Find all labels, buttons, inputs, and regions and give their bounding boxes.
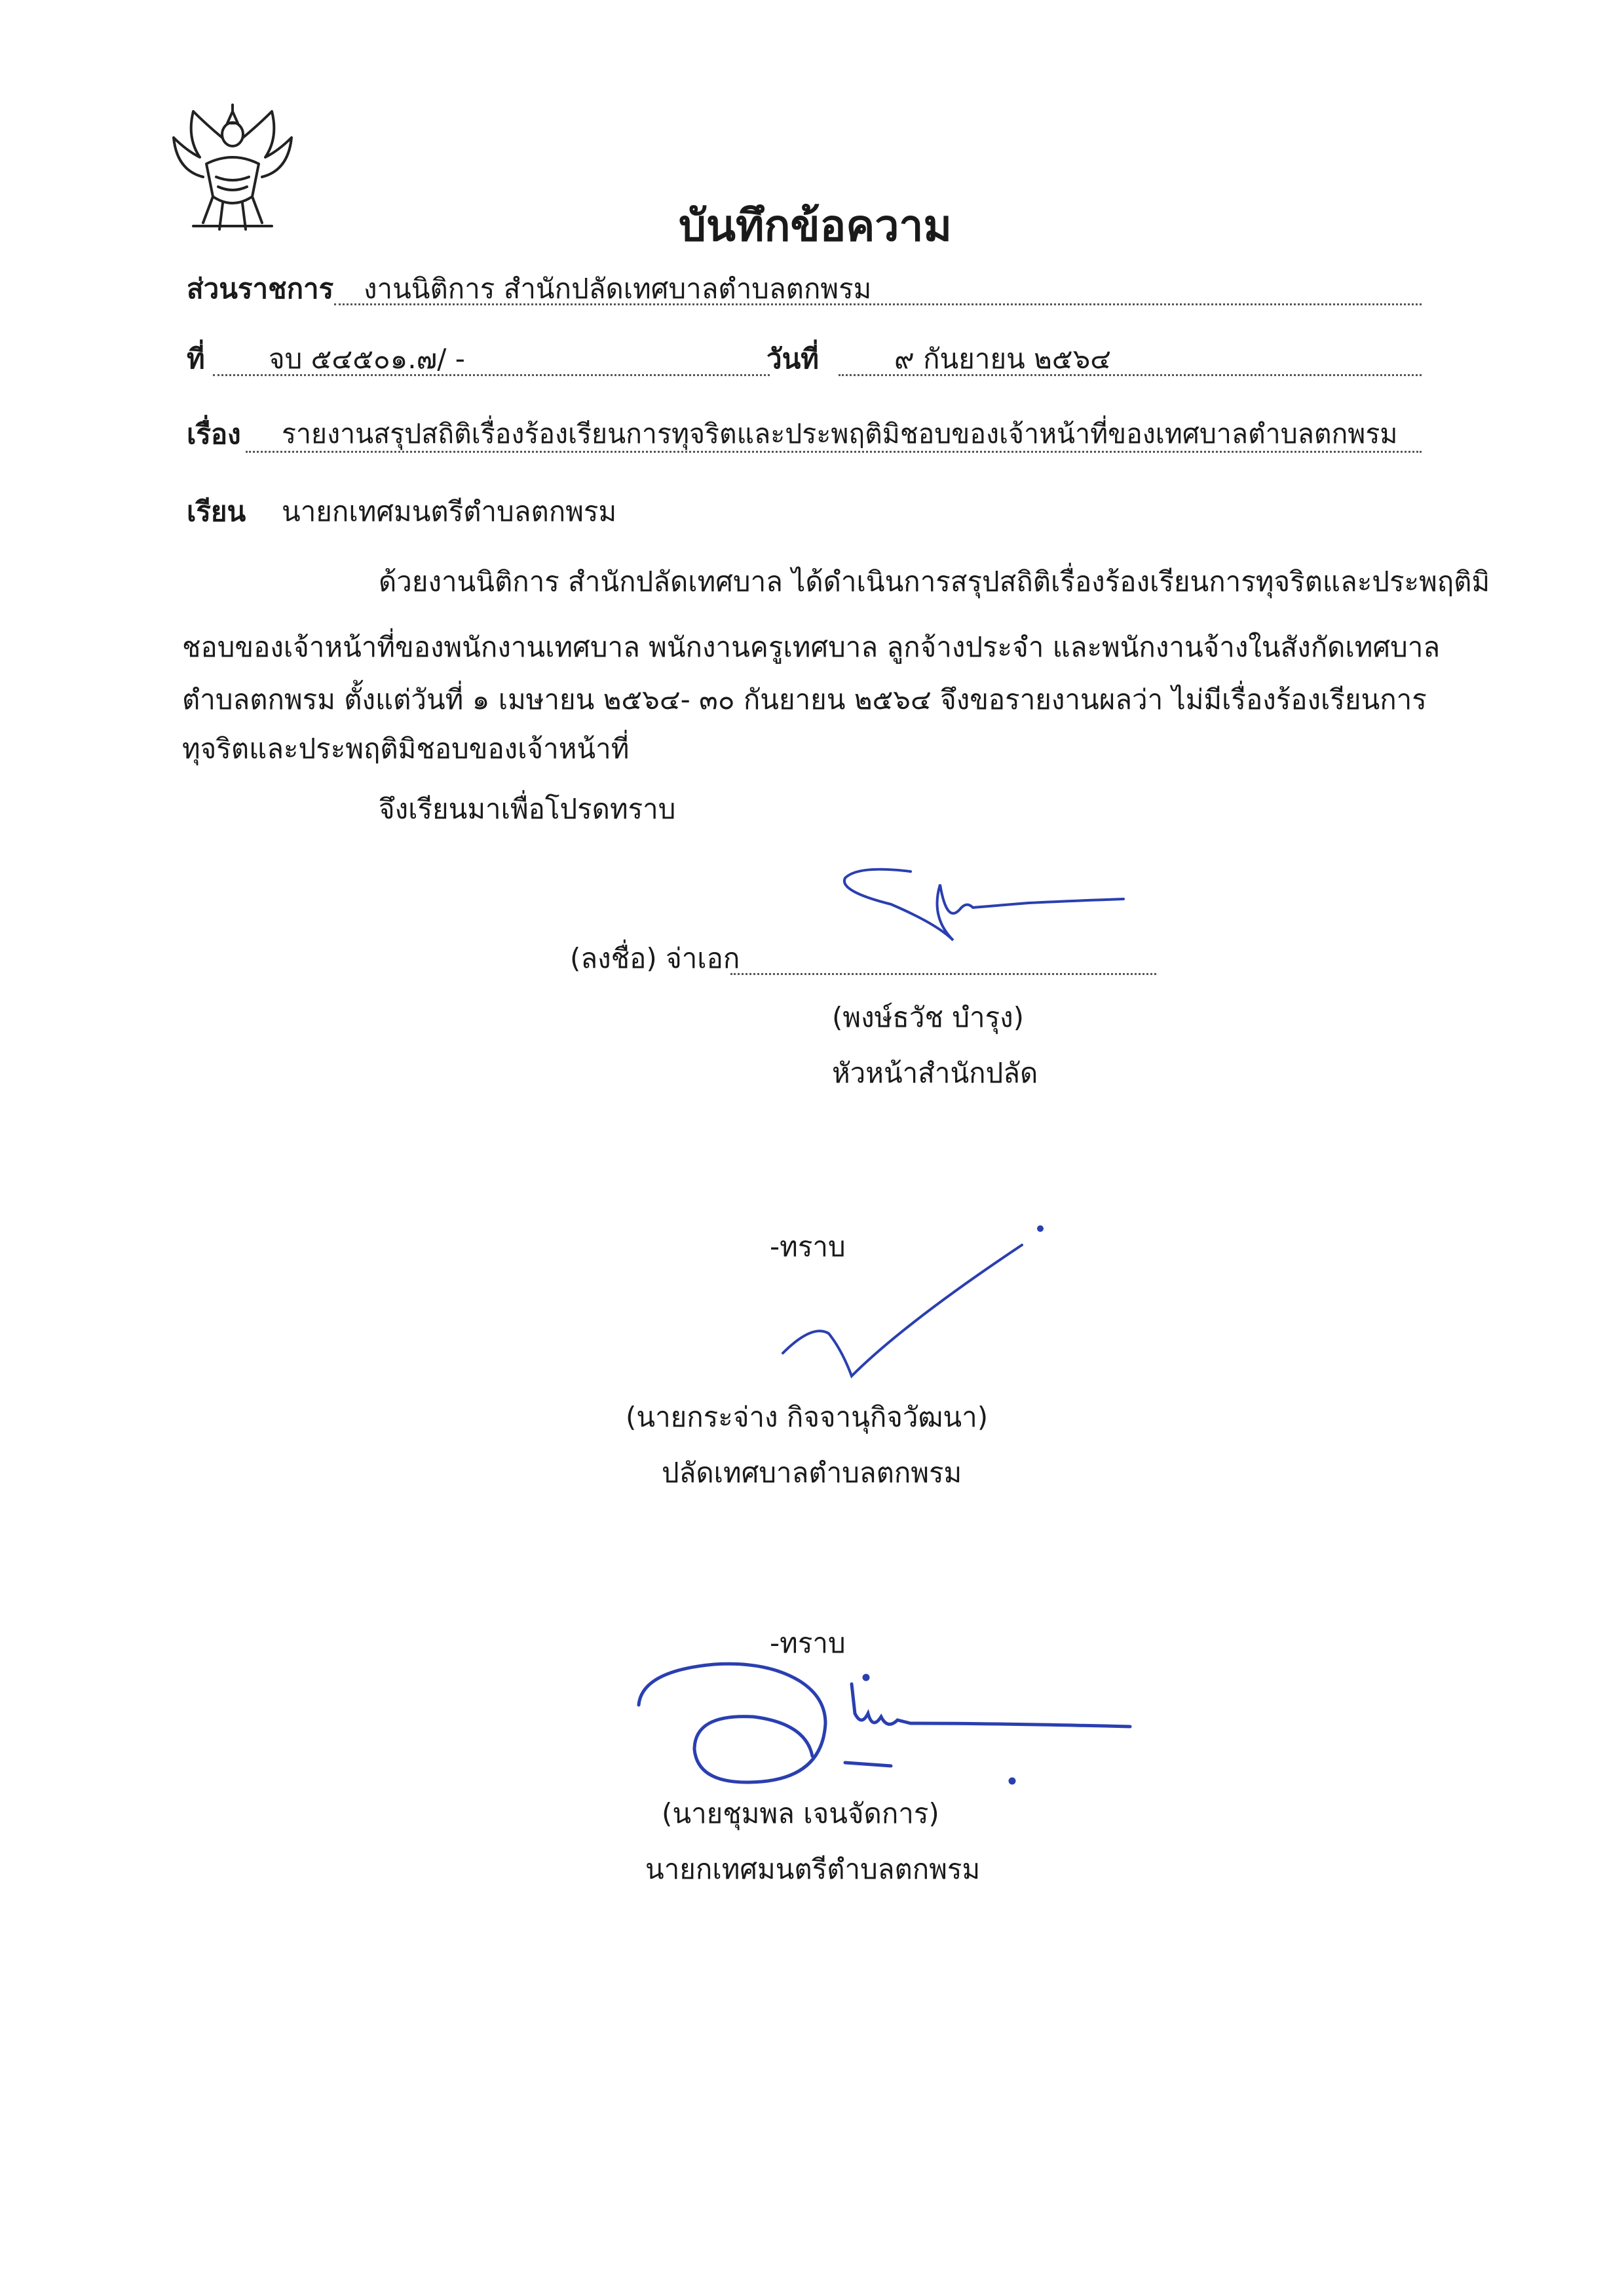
ref-dotted-line xyxy=(213,374,770,376)
to-value: นายกเทศมนตรีตำบลตกพรม xyxy=(282,495,617,527)
body-line-3: ตำบลตกพรม ตั้งแต่วันที่ ๑ เมษายน ๒๕๖๔- ๓๐ กันยายน ๒๕๖๔ จึงขอรายงานผลว่า ไม่มีเรื่องร้องเรียนการ xyxy=(182,683,1427,716)
body-line-2: ชอบของเจ้าหน้าที่ของพนักงานเทศบาล พนักงานครูเทศบาล ลูกจ้างประจำ และพนักงานจ้างในสังกัดเทศบาล xyxy=(182,631,1441,663)
agency-label: ส่วนราชการ xyxy=(187,273,334,305)
ref-label: ที่ xyxy=(187,343,205,375)
signature-1-dotted-line xyxy=(730,973,1156,975)
date-dotted-line xyxy=(839,374,1422,376)
signature-2-name: (นายกระจ่าง กิจจานุกิจวัฒนา) xyxy=(626,1401,989,1433)
signature-3-name: (นายชุมพล เจนจัดการ) xyxy=(662,1797,939,1829)
signature-1 xyxy=(832,858,1140,950)
signature-2 xyxy=(773,1219,1048,1389)
signature-1-label: (ลงชื่อ) จ่าเอก xyxy=(570,942,740,974)
signature-3 xyxy=(635,1651,1146,1808)
signature-3-position: นายกเทศมนตรีตำบลตกพรม xyxy=(645,1853,981,1885)
subject-value: รายงานสรุปสถิติเรื่องร้องเรียนการทุจริตและประพฤติมิชอบของเจ้าหน้าที่ของเทศบาลตำบลตกพรม xyxy=(282,418,1398,450)
subject-dotted-line xyxy=(246,451,1422,453)
signature-1-name: (พงษ์ธวัช บำรุง) xyxy=(832,1001,1025,1033)
signature-3-ack: -ทราบ xyxy=(770,1627,846,1659)
body-line-4: ทุจริตและประพฤติมิชอบของเจ้าหน้าที่ xyxy=(182,733,630,765)
date-value: ๙ กันยายน ๒๕๖๔ xyxy=(894,343,1112,375)
memo-title: บันทึกข้อความ xyxy=(678,201,952,251)
date-label: วันที่ xyxy=(766,343,819,375)
signature-1-position: หัวหน้าสำนักปลัด xyxy=(832,1057,1038,1089)
to-label: เรียน xyxy=(187,495,246,527)
body-line-1: ด้วยงานนิติการ สำนักปลัดเทศบาล ได้ดำเนินการสรุปสถิติเรื่องร้องเรียนการทุจริตและประพฤติมิ xyxy=(379,565,1490,598)
body-closing: จึงเรียนมาเพื่อโปรดทราบ xyxy=(379,793,676,825)
signature-2-ack: -ทราบ xyxy=(770,1231,846,1263)
ref-value: จบ ๕๔๕๐๑.๗/ - xyxy=(269,343,465,375)
agency-value: งานนิติการ สำนักปลัดเทศบาลตำบลตกพรม xyxy=(364,273,872,305)
signature-2-position: ปลัดเทศบาลตำบลตกพรม xyxy=(662,1457,962,1489)
subject-label: เรื่อง xyxy=(187,418,241,450)
agency-dotted-line xyxy=(334,303,1422,305)
